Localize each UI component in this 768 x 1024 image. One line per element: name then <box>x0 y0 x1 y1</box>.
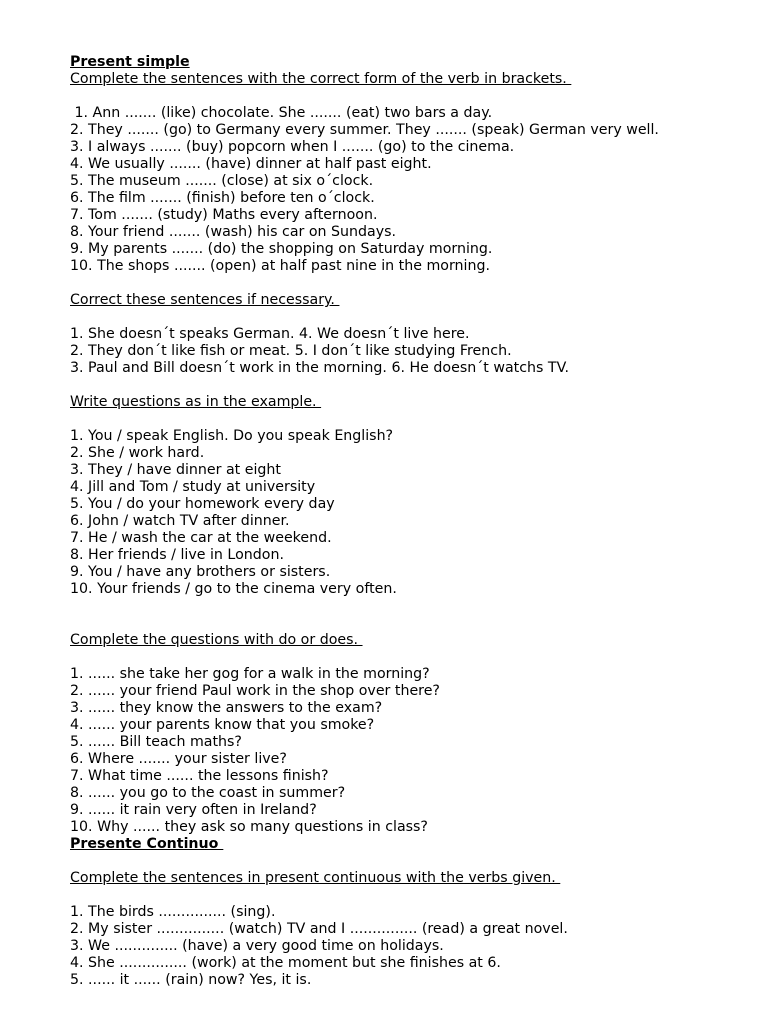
exercise-item: 7. He / wash the car at the weekend. <box>70 530 332 546</box>
exercise-item: 2. My sister ............... (watch) TV and I ............... (read) a great novel. <box>70 921 568 937</box>
exercise-item: 4. Jill and Tom / study at university <box>70 479 316 495</box>
exercise-item: 1. Ann ....... (like) chocolate. She ....... (eat) two bars a day. <box>70 105 493 121</box>
exercise-item: 8. Her friends / live in London. <box>70 547 284 563</box>
exercise-item: 3. Paul and Bill doesn´t work in the morning. 6. He doesn´t watchs TV. <box>70 360 569 376</box>
exercise-instruction: Complete the sentences with the correct form of the verb in brackets. <box>70 71 572 87</box>
exercise-item: 10. Your friends / go to the cinema very often. <box>70 581 397 597</box>
exercise-item: 7. What time ...... the lessons finish? <box>70 768 329 784</box>
exercise-item: 8. Your friend ....... (wash) his car on Sundays. <box>70 224 397 240</box>
exercise-instruction: Complete the sentences in present continuous with the verbs given. <box>70 870 561 886</box>
exercise-item: 3. They / have dinner at eight <box>70 462 281 478</box>
exercise-item: 3. ...... they know the answers to the exam? <box>70 700 383 716</box>
worksheet <box>70 54 750 989</box>
exercise-item: 1. She doesn´t speaks German. 4. We doesn´t live here. <box>70 326 470 342</box>
exercise-item: 4. We usually ....... (have) dinner at half past eight. <box>70 156 432 172</box>
exercise-item: 4. She ............... (work) at the moment but she finishes at 6. <box>70 955 501 971</box>
exercise-item: 9. ...... it rain very often in Ireland? <box>70 802 317 818</box>
exercise-item: 1. ...... she take her gog for a walk in the morning? <box>70 666 430 682</box>
exercise-item: 7. Tom ....... (study) Maths every afternoon. <box>70 207 378 223</box>
exercise-item: 3. I always ....... (buy) popcorn when I ....... (go) to the cinema. <box>70 139 515 155</box>
exercise-item: 4. ...... your parents know that you smoke? <box>70 717 375 733</box>
section-heading-present-simple: Present simple <box>70 54 190 70</box>
exercise-item: 2. ...... your friend Paul work in the shop over there? <box>70 683 440 699</box>
exercise-item: 2. They ....... (go) to Germany every summer. They ....... (speak) German very well. <box>70 122 659 138</box>
exercise-item: 1. The birds ............... (sing). <box>70 904 276 920</box>
exercise-instruction: Write questions as in the example. <box>70 394 322 410</box>
exercise-instruction: Correct these sentences if necessary. <box>70 292 340 308</box>
exercise-item: 5. The museum ....... (close) at six o´clock. <box>70 173 374 189</box>
exercise-item: 2. They don´t like fish or meat. 5. I don´t like studying French. <box>70 343 512 359</box>
exercise-item: 5. ...... it ...... (rain) now? Yes, it is. <box>70 972 312 988</box>
exercise-item: 2. She / work hard. <box>70 445 205 461</box>
exercise-item: 3. We .............. (have) a very good time on holidays. <box>70 938 444 954</box>
section-heading-presente-continuo: Presente Continuo <box>70 836 224 852</box>
exercise-item: 9. My parents ....... (do) the shopping on Saturday morning. <box>70 241 493 257</box>
exercise-item: 8. ...... you go to the coast in summer? <box>70 785 346 801</box>
exercise-item: 6. Where ....... your sister live? <box>70 751 287 767</box>
exercise-item: 1. You / speak English. Do you speak English? <box>70 428 394 444</box>
exercise-item: 6. The film ....... (finish) before ten o´clock. <box>70 190 375 206</box>
exercise-instruction: Complete the questions with do or does. <box>70 632 363 648</box>
exercise-item: 6. John / watch TV after dinner. <box>70 513 290 529</box>
exercise-item: 5. You / do your homework every day <box>70 496 335 512</box>
exercise-item: 10. The shops ....... (open) at half past nine in the morning. <box>70 258 490 274</box>
exercise-item: 9. You / have any brothers or sisters. <box>70 564 331 580</box>
exercise-item: 10. Why ...... they ask so many questions in class? <box>70 819 428 835</box>
exercise-item: 5. ...... Bill teach maths? <box>70 734 242 750</box>
